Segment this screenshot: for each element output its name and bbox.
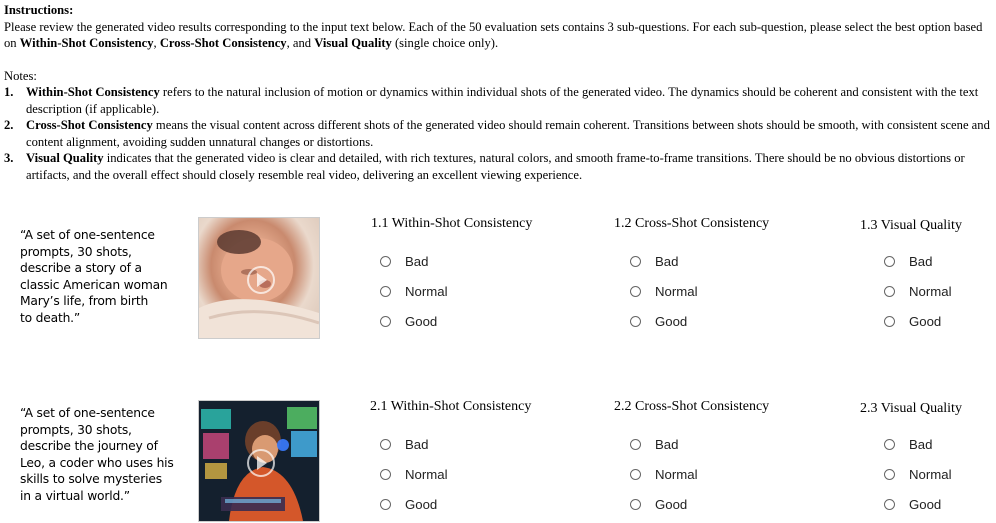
option-label: Bad (655, 254, 679, 269)
option-normal[interactable] (630, 467, 698, 482)
play-icon (247, 266, 275, 294)
option-good[interactable] (884, 497, 941, 512)
video-thumbnail-1[interactable] (198, 217, 320, 339)
radio-button[interactable] (630, 439, 641, 450)
radio-button[interactable] (630, 499, 641, 510)
option-label: Good (655, 314, 688, 329)
radio-button[interactable] (630, 256, 641, 267)
instructions-text-part: (single choice only). (391, 36, 499, 50)
note-text: refers to the natural inclusion of motion or dynamics within individual shots of the generated video. The dynamics should be coherent and consistent with the text description (if applicable). (26, 85, 979, 116)
instructions-text-part: Please review the generated video results corresponding to the input text below. Each of the 50 evaluation sets contains 3 sub-questions. For each sub-question, please select the best option based on (4, 19, 983, 50)
prompt-line: Leo, a coder who uses his (20, 455, 174, 470)
radio-button[interactable] (884, 439, 895, 450)
note-item (4, 84, 994, 117)
option-label: Normal (405, 284, 448, 299)
option-good[interactable] (380, 497, 437, 512)
radio-button[interactable] (630, 286, 641, 297)
option-label: Good (909, 497, 942, 512)
option-good[interactable] (884, 314, 941, 329)
radio-button[interactable] (884, 316, 895, 327)
note-number: 3. (4, 151, 14, 165)
option-label: Normal (655, 284, 698, 299)
prompt-line: “A set of one-sentence (20, 406, 155, 420)
question-title: 2.2 Cross-Shot Consistency (614, 399, 770, 414)
prompt-line: describe a story of a (20, 261, 142, 275)
note-item (4, 117, 994, 150)
radio-button[interactable] (884, 256, 895, 267)
option-bad[interactable] (380, 437, 428, 452)
note-text: indicates that the generated video is clear and detailed, with rich textures, natural colors, and smooth frame-to-frame transitions. There should be no obvious distortions or artifacts, and the overall effect should closely resemble real video, delivering an excellent viewing experience. (26, 151, 965, 182)
option-bad[interactable] (884, 437, 932, 452)
radio-button[interactable] (380, 256, 391, 267)
option-label: Good (909, 314, 942, 329)
option-label: Normal (909, 284, 952, 299)
option-bad[interactable] (630, 437, 678, 452)
radio-button[interactable] (380, 439, 391, 450)
prompt-line: prompts, 30 shots, (20, 244, 132, 259)
note-term: Within-Shot Consistency (26, 85, 160, 99)
option-label: Bad (405, 437, 429, 452)
radio-button[interactable] (630, 469, 641, 480)
prompt-line: in a virtual world.” (20, 488, 130, 503)
instructions-sep: , and (286, 36, 315, 50)
option-label: Normal (909, 467, 952, 482)
option-label: Bad (405, 254, 429, 269)
note-term: Cross-Shot Consistency (26, 118, 153, 132)
option-normal[interactable] (630, 284, 698, 299)
radio-button[interactable] (380, 499, 391, 510)
note-term: Visual Quality (26, 151, 104, 165)
option-good[interactable] (630, 497, 687, 512)
prompt-line: to death.” (20, 310, 81, 325)
prompt-line: “A set of one-sentence (20, 228, 155, 242)
question-title: 1.1 Within-Shot Consistency (371, 216, 533, 231)
option-good[interactable] (380, 314, 437, 329)
question-title: 1.3 Visual Quality (860, 218, 962, 233)
video-thumbnail-2[interactable] (198, 400, 320, 522)
instructions-block (4, 2, 994, 183)
set-1-prompt (20, 227, 168, 326)
radio-button[interactable] (884, 286, 895, 297)
option-label: Good (405, 497, 438, 512)
prompt-line: Mary’s life, from birth (20, 294, 149, 308)
instructions-heading: Instructions: (4, 3, 74, 17)
option-label: Normal (405, 467, 448, 482)
instructions-term: Cross-Shot Consistency (159, 36, 287, 50)
option-normal[interactable] (380, 467, 448, 482)
question-title: 1.2 Cross-Shot Consistency (614, 216, 770, 231)
notes-heading: Notes: (4, 68, 37, 83)
option-bad[interactable] (380, 254, 428, 269)
instructions-term: Visual Quality (314, 36, 392, 50)
radio-button[interactable] (884, 469, 895, 480)
question-title: 2.1 Within-Shot Consistency (370, 399, 532, 414)
option-label: Bad (655, 437, 679, 452)
radio-button[interactable] (380, 469, 391, 480)
prompt-line: prompts, 30 shots, (20, 422, 132, 437)
prompt-line: describe the journey of (20, 439, 158, 453)
instructions-text (4, 19, 994, 52)
note-item (4, 150, 994, 183)
instructions-term: Within-Shot Consistency (19, 36, 154, 50)
option-bad[interactable] (884, 254, 932, 269)
radio-button[interactable] (884, 499, 895, 510)
radio-button[interactable] (380, 316, 391, 327)
play-icon (247, 449, 275, 477)
radio-button[interactable] (380, 286, 391, 297)
option-label: Good (405, 314, 438, 329)
note-number: 2. (4, 118, 14, 132)
option-good[interactable] (630, 314, 687, 329)
option-normal[interactable] (884, 467, 952, 482)
question-title: 2.3 Visual Quality (860, 401, 962, 416)
option-normal[interactable] (884, 284, 952, 299)
option-label: Normal (655, 467, 698, 482)
option-label: Good (655, 497, 688, 512)
radio-button[interactable] (630, 316, 641, 327)
note-text: means the visual content across different shots of the generated video should remain coherent. Transitions between shots should be smooth, with consistent scene and content alignment, avoiding sudden unnatural changes or distortions. (26, 118, 990, 149)
set-2-prompt (20, 405, 174, 504)
option-bad[interactable] (630, 254, 678, 269)
note-number: 1. (4, 85, 14, 99)
prompt-line: skills to solve mysteries (20, 472, 162, 486)
option-label: Bad (909, 437, 933, 452)
option-normal[interactable] (380, 284, 448, 299)
prompt-line: classic American woman (20, 277, 168, 292)
option-label: Bad (909, 254, 933, 269)
instructions-sep: , (153, 36, 160, 50)
